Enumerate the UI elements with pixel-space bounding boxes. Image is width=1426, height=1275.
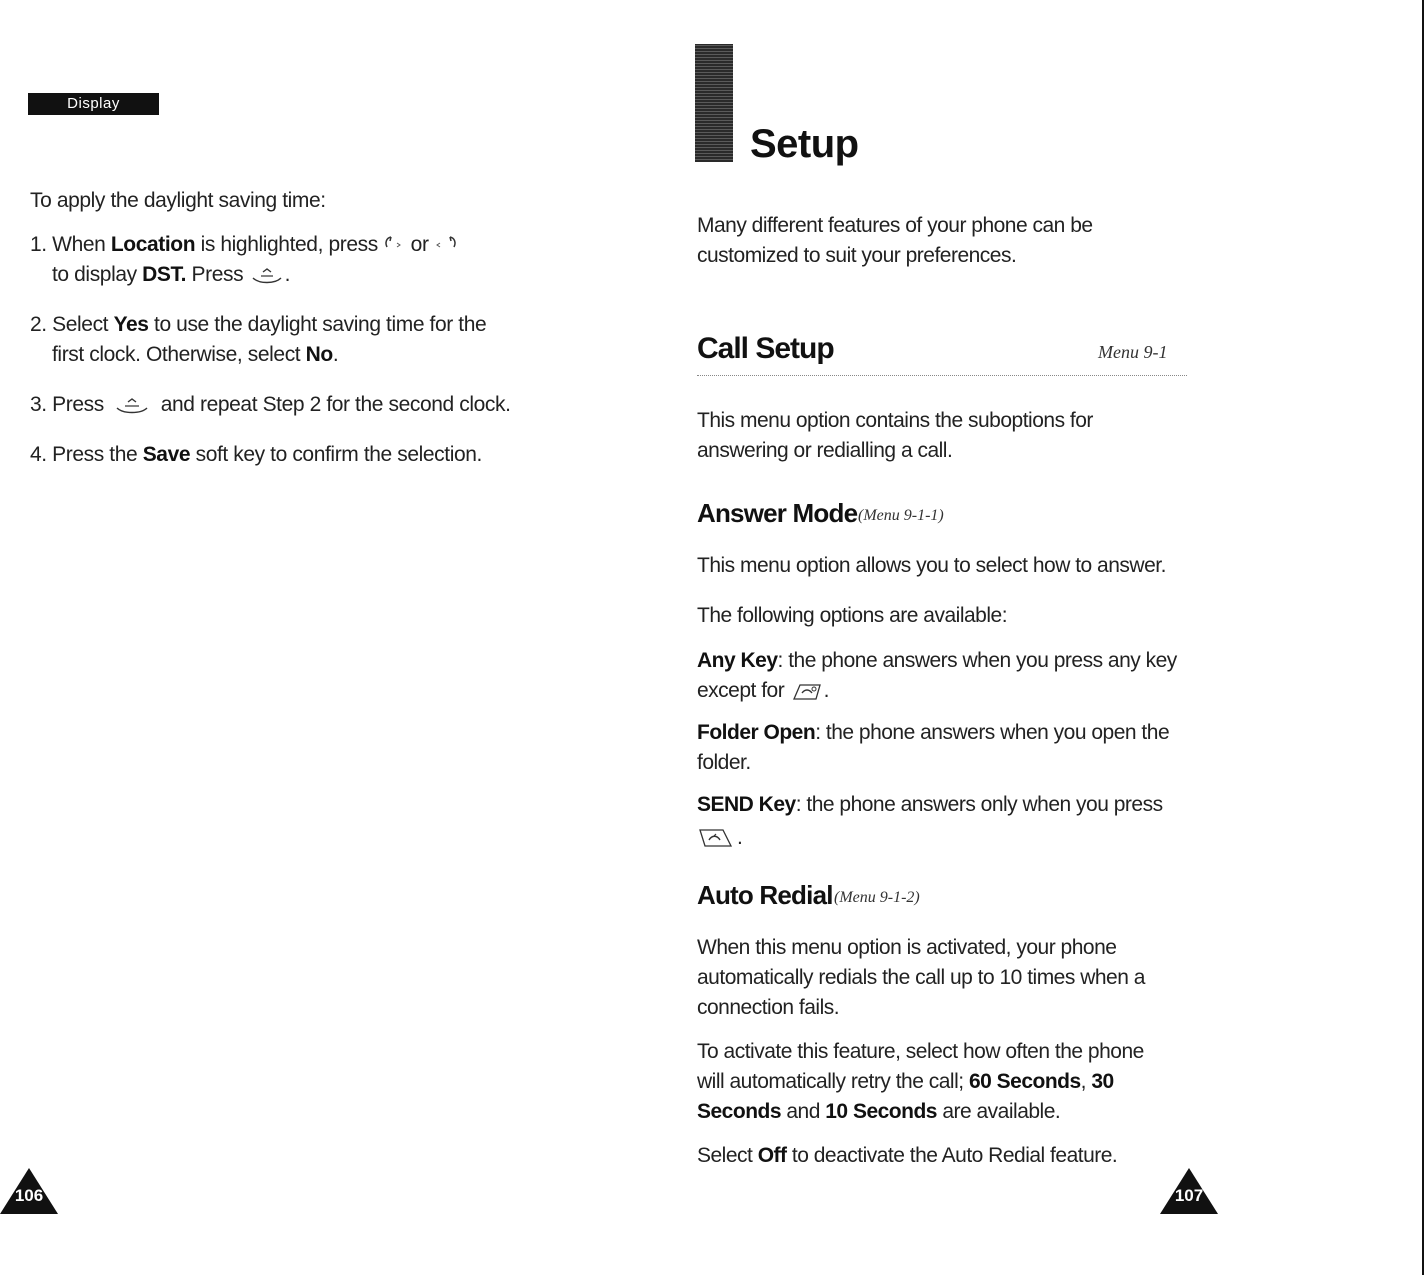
step-text: . xyxy=(284,263,291,286)
answer-mode-available: The following options are available: xyxy=(697,604,1008,627)
auto-redial-p3 xyxy=(697,1141,1117,1171)
answer-mode-desc: This menu option allows you to select how to answer. xyxy=(697,554,1166,577)
page-number: 106 xyxy=(14,1186,44,1205)
step-text: to display xyxy=(52,263,143,286)
auto-redial-p1-line-2: automatically redials the call up to 10 times when a xyxy=(697,966,1145,989)
send-key-option xyxy=(697,790,1163,820)
page-number: 107 xyxy=(1174,1186,1204,1205)
step-4 xyxy=(30,440,630,470)
auto-redial-p1-line-3: connection fails. xyxy=(697,996,840,1019)
no-term: No xyxy=(305,343,333,366)
option-text: except for xyxy=(697,679,790,702)
auto-redial-p2-line-3 xyxy=(697,1097,1060,1127)
auto-redial-p2-line-2 xyxy=(697,1067,1114,1097)
step-text: is highlighted, press xyxy=(195,233,384,256)
page-edge-line xyxy=(1422,0,1424,1275)
page-number-right xyxy=(1160,1168,1218,1214)
sixty-seconds-term: 60 Seconds xyxy=(968,1070,1081,1093)
folder-open-option xyxy=(697,718,1169,748)
section-title: Call Setup xyxy=(697,332,834,365)
step-text: Select xyxy=(52,313,114,336)
step-text: When xyxy=(52,233,111,256)
option-text: : the phone answers when you press any key xyxy=(777,649,1177,672)
step-text: Press xyxy=(186,263,249,286)
option-text: . xyxy=(823,679,829,702)
chapter-intro-line-1: Many different features of your phone can be xyxy=(697,214,1093,237)
option-text: . xyxy=(737,826,743,849)
section-desc-line-1: This menu option contains the suboptions for xyxy=(697,409,1093,432)
ok-key-icon xyxy=(249,264,285,286)
auto-redial-title: Auto Redial xyxy=(697,880,833,910)
step-number: 2. xyxy=(30,313,47,336)
seconds-term: Seconds xyxy=(697,1100,782,1123)
para-text: to deactivate the Auto Redial feature. xyxy=(786,1144,1118,1167)
folder-open-option-cont: folder. xyxy=(697,751,751,774)
yes-term: Yes xyxy=(113,313,149,336)
auto-redial-p1-line-1: When this menu option is activated, your phone xyxy=(697,936,1117,959)
off-term: Off xyxy=(757,1144,787,1167)
step-number: 1. xyxy=(30,233,47,256)
step-text: . xyxy=(332,343,339,366)
any-key-option xyxy=(697,646,1177,676)
chapter-marker-bar xyxy=(695,44,733,162)
para-text: , xyxy=(1080,1070,1092,1093)
para-text: are available. xyxy=(936,1100,1061,1123)
option-text: : the phone answers when you open the xyxy=(815,721,1170,744)
option-text: : the phone answers only when you press xyxy=(795,793,1163,816)
step-2 xyxy=(30,310,630,370)
thirty-term: 30 xyxy=(1091,1070,1114,1093)
step-text: Press the xyxy=(52,443,143,466)
page-number-left xyxy=(0,1168,58,1214)
para-text: and xyxy=(781,1100,826,1123)
auto-redial-p2-line-1: To activate this feature, select how often the phone xyxy=(697,1040,1144,1063)
end-key-icon xyxy=(790,679,824,703)
send-key-option-cont xyxy=(697,823,742,853)
any-key-label: Any Key xyxy=(697,649,778,672)
step-1 xyxy=(30,230,630,290)
step-text: Press xyxy=(52,393,110,416)
ok-key-icon xyxy=(109,394,155,416)
send-key-label: SEND Key xyxy=(697,793,796,816)
ten-seconds-term: 10 Seconds xyxy=(825,1100,937,1123)
step-text: and repeat Step 2 for the second clock. xyxy=(155,393,511,416)
folder-open-label: Folder Open xyxy=(697,721,816,744)
answer-mode-menu-ref: (Menu 9-1-1) xyxy=(858,507,944,524)
step-number: 4. xyxy=(30,443,47,466)
step-text: to use the daylight saving time for the xyxy=(148,313,487,336)
chapter-intro-line-2: customized to suit your preferences. xyxy=(697,244,1017,267)
step-text: or xyxy=(405,233,434,256)
dst-term: DST. xyxy=(142,263,187,286)
nav-right-icon xyxy=(434,234,460,256)
nav-left-icon xyxy=(383,234,405,256)
save-term: Save xyxy=(142,443,191,466)
step-text: soft key to confirm the selection. xyxy=(190,443,482,466)
chapter-title: Setup xyxy=(750,122,859,166)
intro-text: To apply the daylight saving time: xyxy=(30,189,326,212)
auto-redial-menu-ref: (Menu 9-1-2) xyxy=(834,889,920,906)
any-key-option-cont xyxy=(697,676,829,706)
section-divider xyxy=(697,375,1187,376)
step-number: 3. xyxy=(30,393,47,416)
step-3 xyxy=(30,390,630,420)
section-tag: Display xyxy=(28,93,159,115)
step-text: first clock. Otherwise, select xyxy=(52,343,306,366)
answer-mode-title: Answer Mode xyxy=(697,498,858,528)
location-term: Location xyxy=(110,233,196,256)
para-text: Select xyxy=(697,1144,758,1167)
para-text: will automatically retry the call; xyxy=(697,1070,969,1093)
section-desc-line-2: answering or redialling a call. xyxy=(697,439,953,462)
section-menu-ref: Menu 9-1 xyxy=(1098,342,1168,362)
send-key-icon xyxy=(697,826,737,850)
